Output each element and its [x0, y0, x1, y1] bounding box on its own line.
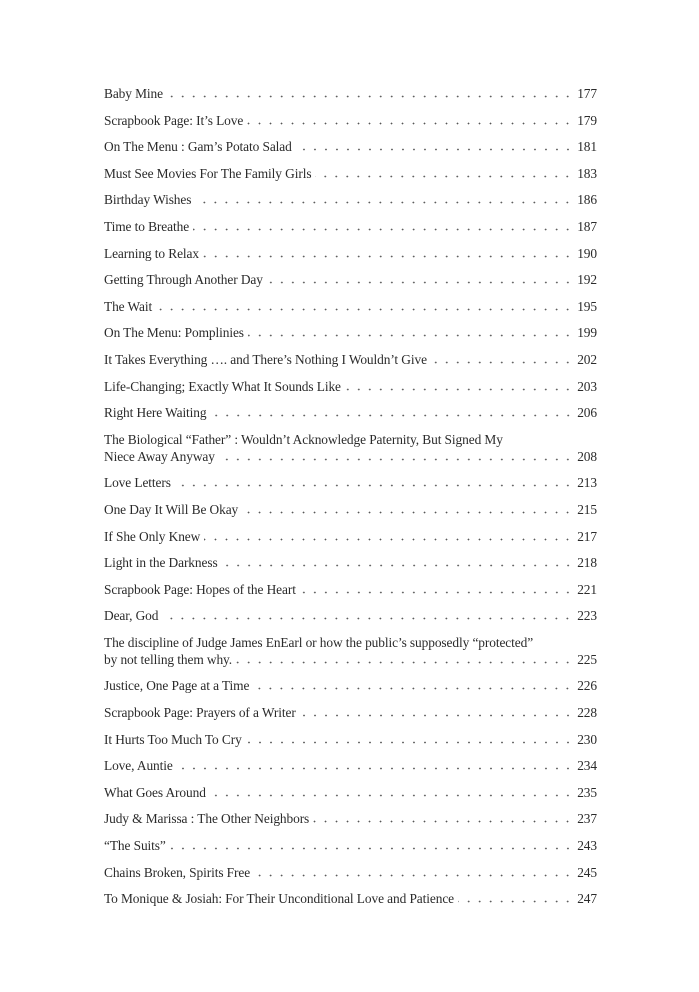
- dot-leader: [254, 864, 573, 881]
- dot-leader: [248, 324, 573, 341]
- toc-entry: [104, 731, 597, 748]
- toc-entry: [104, 138, 597, 155]
- toc-entry-title: Judy & Marissa : The Other Neighbors: [104, 811, 310, 827]
- dot-leader: [203, 245, 573, 262]
- toc-entry: [104, 501, 597, 518]
- dot-leader: [175, 474, 573, 491]
- toc-entry-page: 181: [577, 139, 597, 155]
- toc-entry: [104, 271, 597, 288]
- toc-entry-page: 247: [577, 891, 597, 907]
- dot-leader: [177, 757, 573, 774]
- dot-leader: [242, 501, 573, 518]
- toc-entry-page: 190: [577, 245, 597, 261]
- dot-leader: [193, 218, 573, 235]
- toc-entry: [104, 85, 597, 102]
- toc-entry: [104, 864, 597, 881]
- toc-entry: [104, 324, 597, 341]
- toc-entry: [104, 378, 597, 395]
- toc-entry: [104, 677, 597, 694]
- toc-entry-page: 217: [577, 528, 597, 544]
- toc-entry-title: Justice, One Page at a Time: [104, 678, 250, 694]
- dot-leader: [458, 890, 573, 907]
- dot-leader: [300, 704, 574, 721]
- dot-leader: [222, 554, 574, 571]
- toc-entry: [104, 837, 597, 854]
- toc-entry-page: 202: [577, 351, 597, 367]
- toc-entry: [104, 218, 597, 235]
- toc-entry: [104, 757, 597, 774]
- dot-leader: [236, 651, 573, 668]
- toc-entry-title: It Hurts Too Much To Cry: [104, 731, 242, 747]
- toc-entry-title: Learning to Relax: [104, 245, 199, 261]
- toc-entry: [104, 704, 597, 721]
- toc-entry: [104, 474, 597, 491]
- toc-entry-title: Scrapbook Page: It’s Love: [104, 112, 244, 128]
- toc-entry-title: Must See Movies For The Family Girls: [104, 165, 312, 181]
- toc-entry-title: It Takes Everything …. and There’s Nothing I Wouldn’t Give: [104, 351, 427, 367]
- toc-entry-page: 243: [577, 838, 597, 854]
- toc-entry: [104, 404, 597, 421]
- dot-leader: [162, 607, 573, 624]
- toc-entry: [104, 112, 597, 129]
- toc-entry-title: The Wait: [104, 298, 153, 314]
- toc-entry: [104, 581, 597, 598]
- dot-leader: [345, 378, 573, 395]
- toc-entry-title: Light in the Darkness: [104, 555, 218, 571]
- toc-entry-page: 223: [577, 608, 597, 624]
- toc-entry-page: 215: [577, 501, 597, 517]
- toc-entry-title: Love Letters: [104, 475, 171, 491]
- toc-entry: [104, 431, 597, 465]
- toc-entry-title-line1: The Biological “Father” : Wouldn’t Acknowledge Paternity, But Signed My: [104, 431, 503, 447]
- toc-entry-page: 208: [577, 448, 597, 464]
- dot-leader: [247, 112, 573, 129]
- dot-leader: [246, 731, 574, 748]
- toc-entry-page: 230: [577, 731, 597, 747]
- toc-entry-page: 213: [577, 475, 597, 491]
- toc-entry-page: 195: [577, 298, 597, 314]
- dot-leader: [170, 837, 573, 854]
- toc-entry-title-line1: The discipline of Judge James EnEarl or how the public’s supposedly “protected”: [104, 634, 534, 650]
- toc-entry-title: To Monique & Josiah: For Their Unconditional Love and Patience: [104, 891, 455, 907]
- toc-entry-page: 218: [577, 555, 597, 571]
- table-of-contents: [104, 85, 597, 917]
- toc-entry-page: 203: [577, 378, 597, 394]
- dot-leader: [156, 298, 573, 315]
- toc-entry-title: If She Only Knew: [104, 528, 201, 544]
- toc-entry-title: On The Menu: Pomplinies: [104, 325, 244, 341]
- toc-entry-page: 177: [577, 86, 597, 101]
- dot-leader: [300, 581, 573, 598]
- toc-entry-page: 234: [577, 758, 597, 774]
- toc-entry-page: 225: [577, 651, 597, 667]
- toc-entry: [104, 607, 597, 624]
- toc-entry-page: 183: [577, 165, 597, 181]
- toc-entry-page: 186: [577, 192, 597, 208]
- toc-entry-title: Scrapbook Page: Hopes of the Heart: [104, 581, 296, 597]
- dot-leader: [313, 810, 573, 827]
- dot-leader: [210, 784, 573, 801]
- toc-entry: [104, 634, 597, 668]
- toc-entry-page: 192: [577, 272, 597, 288]
- toc-entry: [104, 191, 597, 208]
- toc-entry-page: 237: [577, 811, 597, 827]
- toc-entry-page: 245: [577, 864, 597, 880]
- toc-entry-title: “The Suits”: [104, 838, 166, 854]
- toc-entry-title: One Day It Will Be Okay: [104, 501, 239, 517]
- toc-entry-title: Love, Auntie: [104, 758, 173, 774]
- toc-entry-title-line2: by not telling them why.: [104, 651, 233, 667]
- toc-entry: [104, 298, 597, 315]
- toc-entry-title: What Goes Around: [104, 784, 206, 800]
- toc-entry: [104, 245, 597, 262]
- toc-entry-page: 228: [577, 705, 597, 721]
- toc-entry-title: Life-Changing; Exactly What It Sounds Like: [104, 378, 341, 394]
- toc-entry-page: 226: [577, 678, 597, 694]
- toc-entry-page: 179: [577, 112, 597, 128]
- toc-entry-title: Chains Broken, Spirits Free: [104, 864, 251, 880]
- toc-entry-title: Right Here Waiting: [104, 405, 207, 421]
- toc-entry: [104, 784, 597, 801]
- toc-entry-page: 235: [577, 784, 597, 800]
- toc-entry-title: Dear, God: [104, 608, 159, 624]
- toc-entry: [104, 528, 597, 545]
- toc-entry: [104, 351, 597, 368]
- toc-entry-title: Scrapbook Page: Prayers of a Writer: [104, 705, 296, 721]
- dot-leader: [253, 677, 573, 694]
- toc-entry-page: 199: [577, 325, 597, 341]
- dot-leader: [219, 448, 573, 465]
- toc-entry-title: Time to Breathe: [104, 218, 190, 234]
- toc-entry-page: 206: [577, 405, 597, 421]
- toc-entry-title: On The Menu : Gam’s Potato Salad: [104, 139, 292, 155]
- dot-leader: [167, 85, 573, 102]
- toc-entry-title: Baby Mine: [104, 86, 163, 101]
- dot-leader: [296, 138, 573, 155]
- dot-leader: [315, 165, 573, 182]
- toc-entry-title: Birthday Wishes: [104, 192, 192, 208]
- toc-entry: [104, 810, 597, 827]
- toc-entry-page: 187: [577, 218, 597, 234]
- toc-entry-title: Getting Through Another Day: [104, 272, 263, 288]
- toc-entry-page: 221: [577, 581, 597, 597]
- toc-entry: [104, 890, 597, 907]
- dot-leader: [431, 351, 573, 368]
- toc-entry: [104, 165, 597, 182]
- toc-entry-title-line2: Niece Away Anyway: [104, 448, 215, 464]
- dot-leader: [204, 528, 573, 545]
- toc-entry: [104, 554, 597, 571]
- dot-leader: [195, 191, 573, 208]
- dot-leader: [267, 271, 573, 288]
- dot-leader: [211, 404, 574, 421]
